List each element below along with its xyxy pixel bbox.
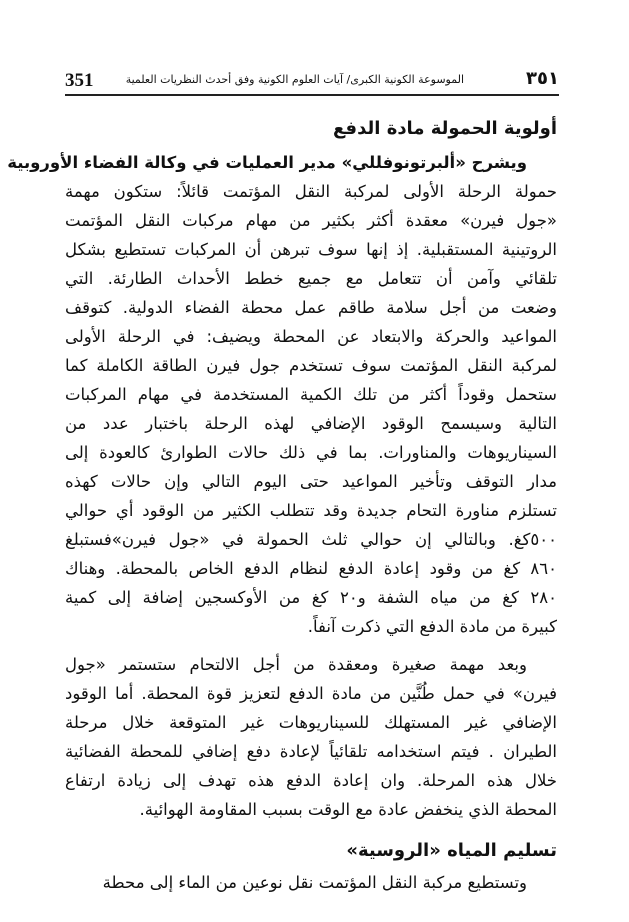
text-line: فيرن» في حمل طُنَّين من مادة الدفع لتعزيز قوة المحطة. أما الوقود [65, 684, 557, 703]
text-line: مدار التوقف وتأخير المواعيد حتى اليوم التالي وإن حالات كهذه [65, 472, 557, 491]
text-line: السيناريوهات والمناورات. بما في ذلك حالات الطوارئ كالعودة إلى [65, 443, 557, 462]
text-line: وبعد مهمة صغيرة ومعقدة من أجل الالتحام ستستمر «جول [65, 655, 527, 674]
text-line: حمولة الرحلة الأولى لمركبة النقل المؤتمت قائلاً: ستكون مهمة [65, 182, 557, 201]
text-line: ٥٠٠كغ. وبالتالي إن حوالي ثلث الحمولة في «جول فيرن»فستبلغ [65, 530, 557, 549]
text-line: تستلزم مناورة التحام جديدة وقد تتطلب الكثير من الوقود أي حوالي [65, 501, 557, 520]
paragraph-1 [7, 148, 557, 641]
page-header [65, 66, 559, 96]
text-line: الروتينية المستقبلية. إذ إنها سوف تبرهن أن المركبات تستطيع بشكل [65, 240, 557, 259]
section-heading-2 [65, 840, 557, 861]
text-line: كبيرة من مادة الدفع التي ذكرت آنفاً. [307, 617, 557, 636]
running-title: الموسوعة الكونية الكبرى/ آيات العلوم الكونية وفق أحدث النظريات العلمية [125, 73, 464, 86]
text-line: وضعت من أجل سلامة طاقم عمل محطة الفضاء الدولية. كتوقف [65, 298, 557, 317]
text-line: خلال هذه المرحلة. وان إعادة الدفع هذه تهدف إلى زيادة ارتفاع [65, 771, 557, 790]
heading-propellant-priority: أولوية الحمولة مادة الدفع [333, 118, 557, 139]
text-line: ويشرح «ألبرتونوفللي» مدير العمليات في وكالة الفضاء الأوروبية [7, 153, 527, 172]
text-line: ٢٨٠ كغ من مياه الشفة و٢٠ كغ من الأوكسجين إضافة إلى كمية [65, 588, 557, 607]
paragraph-2 [65, 650, 557, 824]
text-line: الإضافي غير المستهلك للسيناريوهات غير المتوقعة خلال مرحلة [65, 713, 557, 732]
text-line: الطيران . فيتم استخدامه تلقائياً لإعادة دفع إضافي للمحطة الفضائية [65, 742, 557, 761]
text-line: التالية وسيسمح الوقود الإضافي لهذه الرحلة باختبار عدد من [65, 414, 557, 433]
paragraph-3 [65, 868, 557, 897]
text-line: ستحمل وقوداً أكثر من تلك الكمية المستخدمة في مهام المركبات [65, 385, 557, 404]
text-line: ٨٦٠ كغ من وقود إعادة الدفع لنظام الدفع الخاص بالمحطة. وهناك [65, 559, 557, 578]
page-number-arabic: ٣٥١ [526, 68, 559, 89]
text-line: تلقائي وآمن أن تتعامل مع جميع خطط الأحداث الطارئة. التي [65, 269, 557, 288]
text-line: لمركبة النقل المؤتمت سوف تستخدم جول فيرن الطاقة الكاملة كما [65, 356, 557, 375]
text-line: المحطة الذي ينخفض عادة مع الوقت بسبب المقاومة الهوائية. [139, 800, 557, 819]
page-number-latin: 351 [65, 70, 94, 91]
text-line: وتستطيع مركبة النقل المؤتمت نقل نوعين من الماء إلى محطة [102, 873, 527, 892]
heading-russian-water: تسليم المياه «الروسية» [346, 840, 557, 861]
text-line: «جول فيرن» معقدة أكثر بكثير من مهام مركبات النقل المؤتمت [65, 211, 557, 230]
section-heading [65, 118, 557, 139]
text-line: المواعيد والحركة والابتعاد عن المحطة ويضيف: في الرحلة الأولى [65, 327, 557, 346]
